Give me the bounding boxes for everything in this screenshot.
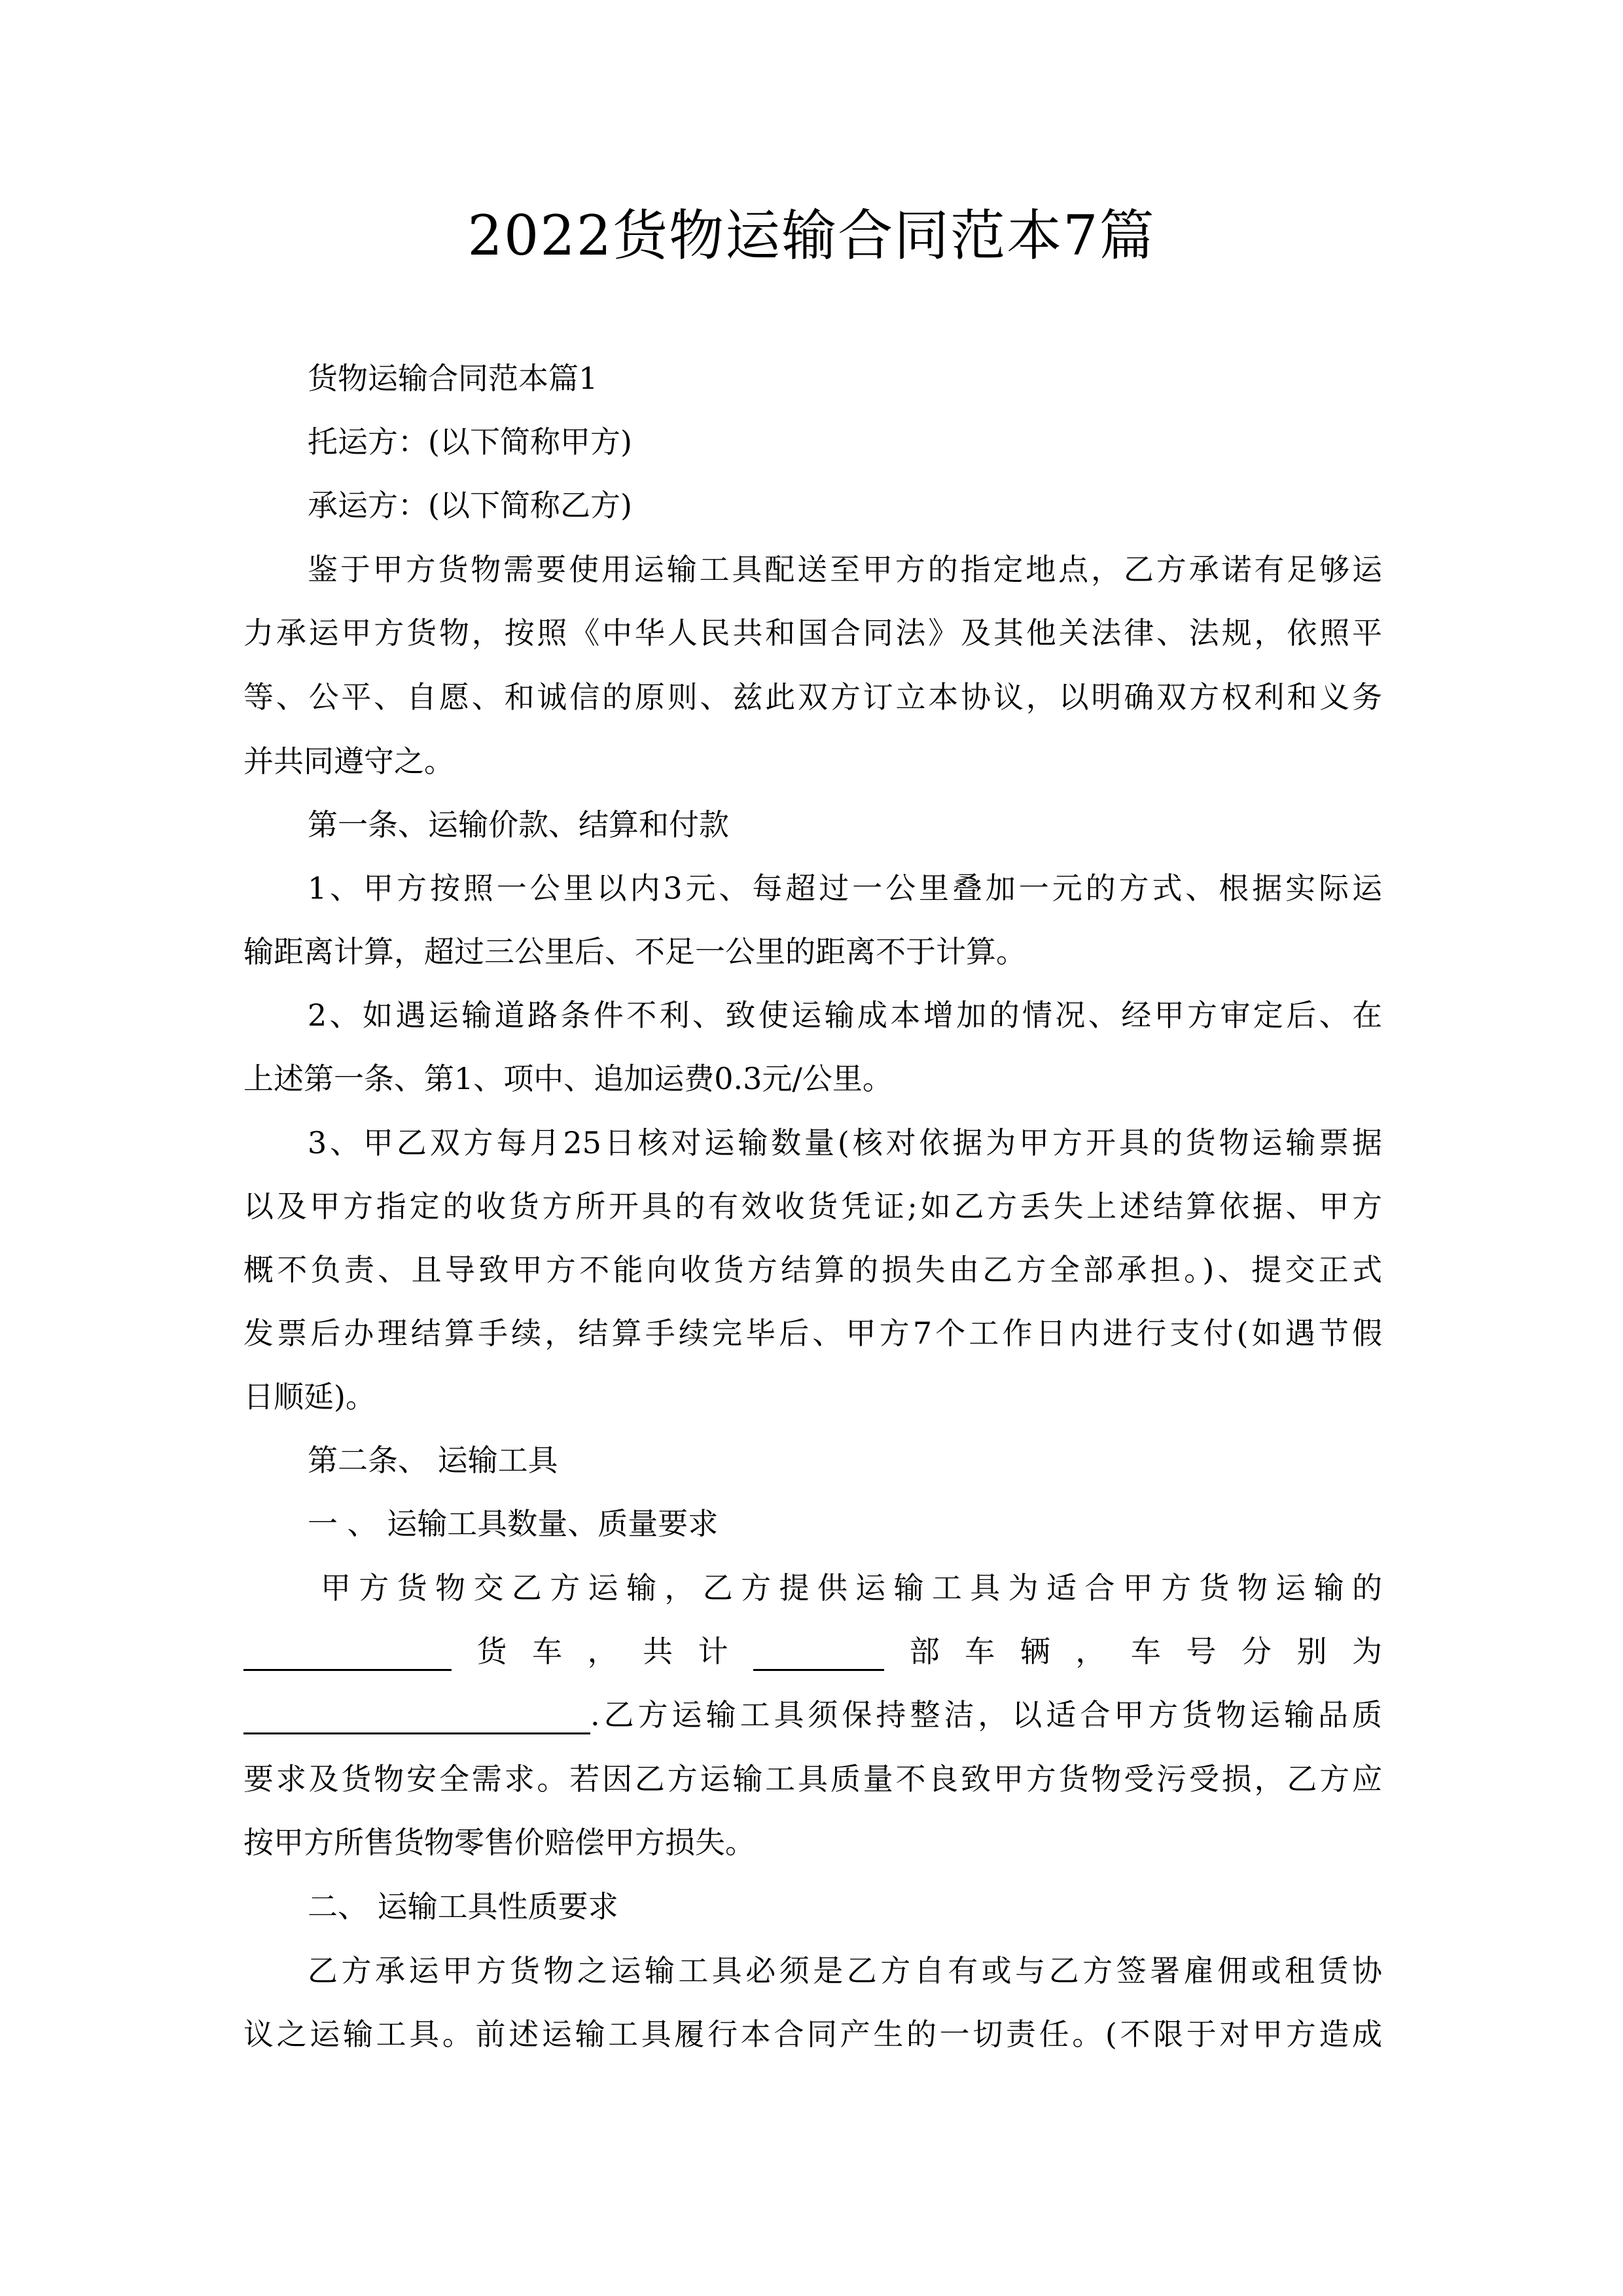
- plate-number-blank[interactable]: [243, 1701, 590, 1734]
- vehicle-count-blank[interactable]: [753, 1638, 884, 1671]
- article2-sub2-line: 乙方承运甲方货物之运输工具必须是乙方自有或与乙方签署雇佣或租赁协: [308, 1953, 1382, 1988]
- preamble-line: 并共同遵守之。: [243, 744, 454, 779]
- document-title: 2022货物运输合同范本7篇: [467, 204, 1156, 268]
- text-char: 车: [532, 1634, 563, 1669]
- text-char: 为: [1351, 1634, 1382, 1669]
- truck-type-blank[interactable]: [243, 1638, 452, 1671]
- article2-sub1-plate-line: [243, 1695, 1382, 1734]
- section-heading: 货物运输合同范本篇1: [308, 361, 598, 396]
- article1-item3-line: 发票后办理结算手续，结算手续完毕后、甲方7个工作日内进行支付(如遇节假: [243, 1316, 1382, 1351]
- text-char: 号: [1186, 1634, 1217, 1669]
- text-char: ，: [1075, 1634, 1106, 1669]
- article1-item3-line: 以及甲方指定的收货方所开具的有效收货凭证;如乙方丢失上述结算依据、甲方: [243, 1189, 1382, 1224]
- text-char: 货: [476, 1634, 507, 1669]
- article1-item1-line: 输距离计算，超过三公里后、不足一公里的距离不于计算。: [243, 934, 1026, 969]
- article1-item1-line: 1、甲方按照一公里以内3元、每超过一公里叠加一元的方式、根据实际运: [308, 870, 1382, 906]
- article1-item2-line: 2、如遇运输道路条件不利、致使运输成本增加的情况、经甲方审定后、在: [308, 997, 1382, 1033]
- article2-heading: 第二条、 运输工具: [308, 1443, 558, 1478]
- article2-sub1-heading: 一 、 运输工具数量、质量要求: [308, 1506, 719, 1541]
- preamble-line: 鉴于甲方货物需要使用运输工具配送至甲方的指定地点，乙方承诺有足够运: [308, 552, 1382, 587]
- text-char: 计: [698, 1634, 728, 1669]
- article1-item2-line: 上述第一条、第1、项中、追加运费0.3元/公里。: [243, 1061, 893, 1096]
- text-char: 车: [965, 1634, 995, 1669]
- shipper-line: 托运方：(以下简称甲方): [308, 424, 632, 459]
- article1-item3-line: 概不负责、且导致甲方不能向收货方结算的损失由乙方全部承担。)、提交正式: [243, 1252, 1382, 1287]
- text-char: 共: [643, 1634, 673, 1669]
- carrier-line: 承运方：(以下简称乙方): [308, 488, 632, 523]
- text-char: ，: [587, 1634, 618, 1669]
- article1-item3-line: 日顺延)。: [243, 1379, 376, 1414]
- article1-item3-line: 3、甲乙双方每月25日核对运输数量(核对依据为甲方开具的货物运输票据: [308, 1125, 1382, 1160]
- text-char: 部: [909, 1634, 940, 1669]
- article1-heading: 第一条、运输价款、结算和付款: [308, 807, 729, 842]
- text-char: 车: [1130, 1634, 1161, 1669]
- text-char: 别: [1296, 1634, 1327, 1669]
- article2-sub1-fill-line: [243, 1632, 1382, 1671]
- article2-sub1-line: 要求及货物安全需求。若因乙方运输工具质量不良致甲方货物受污受损，乙方应: [243, 1761, 1382, 1797]
- preamble-line: 力承运甲方货物，按照《中华人民共和国合同法》及其他关法律、法规，依照平: [243, 615, 1382, 651]
- text-char: 辆: [1020, 1634, 1050, 1669]
- article2-sub2-heading: 二、 运输工具性质要求: [308, 1889, 618, 1924]
- text-char: 分: [1241, 1634, 1272, 1669]
- text-run: .乙方运输工具须保持整洁，以适合甲方货物运输品质: [590, 1697, 1382, 1732]
- article2-sub1-line: 甲方货物交乙方运输，乙方提供运输工具为适合甲方货物运输的: [321, 1570, 1382, 1605]
- article2-sub1-line: 按甲方所售货物零售价赔偿甲方损失。: [243, 1825, 755, 1860]
- article2-sub2-line: 议之运输工具。前述运输工具履行本合同产生的一切责任。(不限于对甲方造成: [243, 2017, 1382, 2052]
- preamble-line: 等、公平、自愿、和诚信的原则、兹此双方订立本协议，以明确双方权利和义务: [243, 679, 1382, 715]
